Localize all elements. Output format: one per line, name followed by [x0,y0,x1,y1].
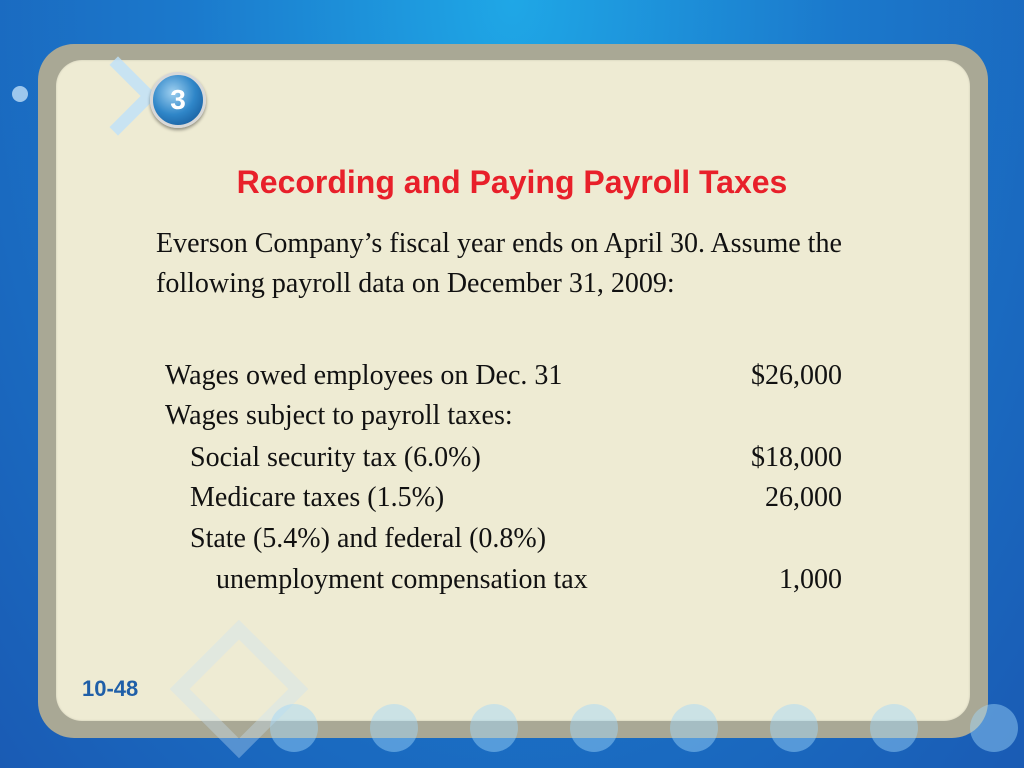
row-label: Social security tax (6.0%) [190,442,481,473]
decor-circle [970,704,1018,752]
table-row [0,442,1024,482]
table-row [0,482,1024,522]
decor-circle [370,704,418,752]
row-amount: $18,000 [751,442,842,473]
decor-circle [770,704,818,752]
row-label: State (5.4%) and federal (0.8%) [190,523,547,554]
row-label: Wages subject to payroll taxes: [165,400,513,431]
row-amount: 26,000 [765,482,842,513]
table-row [0,523,1024,563]
table-row [0,360,1024,400]
row-label: unemployment compensation tax [216,564,588,595]
decor-circle [870,704,918,752]
decor-circle [670,704,718,752]
decor-dot [12,86,28,102]
intro-paragraph: Everson Company’s fiscal year ends on April 30. Assume the following payroll data on December 31, 2009: [156,228,842,299]
decor-circle [570,704,618,752]
row-amount: 1,000 [779,564,842,595]
decor-circle [270,704,318,752]
table-row [0,564,1024,604]
row-label: Wages owed employees on Dec. 31 [165,360,563,391]
step-number-badge: 3 [150,72,206,128]
row-amount: $26,000 [751,360,842,391]
page-number: 10-48 [82,676,139,701]
decor-circle [470,704,518,752]
table-row [0,400,1024,440]
slide-title: Recording and Paying Payroll Taxes [236,164,788,200]
row-label: Medicare taxes (1.5%) [190,482,445,513]
